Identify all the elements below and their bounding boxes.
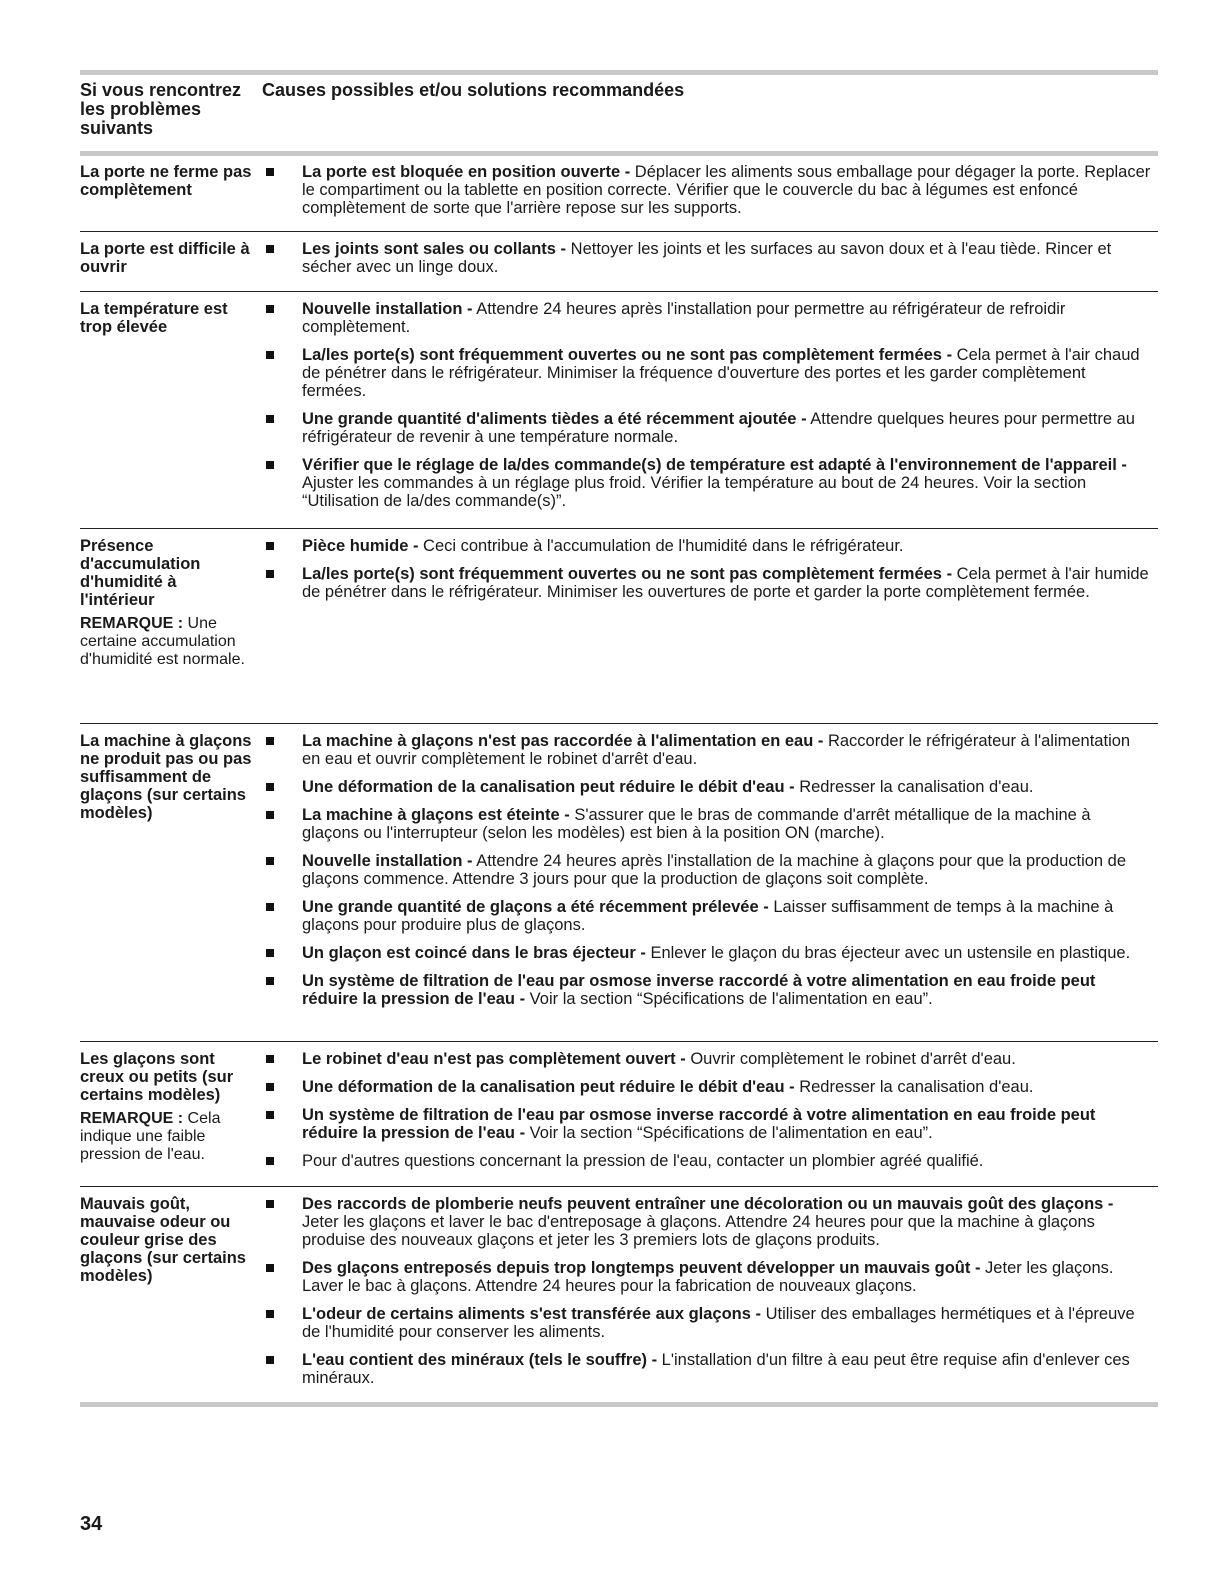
cause-item: [262, 240, 1152, 276]
causes-list: [262, 1050, 1152, 1180]
cause-item: [262, 456, 1152, 510]
problem-text: Présence d'accumulation d'humidité à l'intérieur: [80, 537, 201, 609]
cause-lead: Pièce humide -: [302, 537, 419, 555]
problem-label: [80, 240, 255, 276]
cause-lead: La machine à glaçons est éteinte -: [302, 806, 570, 824]
cause-lead: Une grande quantité d'aliments tièdes a été récemment ajoutée -: [302, 410, 807, 428]
problem-label: [80, 537, 255, 669]
cause-lead: Une déformation de la canalisation peut réduire le débit d'eau -: [302, 1078, 795, 1096]
problem-label: [80, 1195, 255, 1285]
causes-list: [262, 240, 1152, 286]
square-bullet-icon: [266, 1111, 274, 1119]
cause-lead: Nouvelle installation -: [302, 300, 473, 318]
header-rule: [80, 151, 1158, 156]
cause-lead: Une grande quantité de glaçons a été récemment prélevée -: [302, 898, 769, 916]
cause-lead: Vérifier que le réglage de la/des commande(s) de température est adapté à l'environnement de l'appareil -: [302, 456, 1127, 474]
cause-item: [262, 778, 1152, 796]
cause-lead: Nouvelle installation -: [302, 852, 473, 870]
cause-text: Cela permet à l'air humide de pénétrer dans le réfrigérateur. Minimiser les ouvertures de porte et garder la porte complètement fermée.: [302, 565, 1149, 601]
cause-item: [262, 410, 1152, 446]
cause-lead: La machine à glaçons n'est pas raccordée à l'alimentation en eau -: [302, 732, 824, 750]
cause-item: [262, 898, 1152, 934]
problem-note: [80, 615, 255, 669]
top-rule: [80, 70, 1158, 75]
note-label: REMARQUE :: [80, 1110, 184, 1127]
square-bullet-icon: [266, 351, 274, 359]
row-divider: [80, 723, 1158, 724]
page-number: 34: [80, 1513, 103, 1535]
cause-text: Voir la section “Spécifications de l'alimentation en eau”.: [525, 990, 933, 1008]
cause-text: Pour d'autres questions concernant la pression de l'eau, contacter un plombier agréé qualifié.: [302, 1152, 984, 1170]
row-divider: [80, 1041, 1158, 1042]
problem-text: La porte est difficile à ouvrir: [80, 240, 250, 276]
square-bullet-icon: [266, 542, 274, 550]
square-bullet-icon: [266, 857, 274, 865]
problem-text: La température est trop élevée: [80, 300, 228, 336]
cause-lead: Des glaçons entreposés depuis trop longtemps peuvent développer un mauvais goût -: [302, 1259, 981, 1277]
problem-text: Mauvais goût, mauvaise odeur ou couleur grise des glaçons (sur certains modèles): [80, 1195, 246, 1285]
problem-label: [80, 163, 255, 199]
cause-text: Ceci contribue à l'accumulation de l'humidité dans le réfrigérateur.: [418, 537, 904, 555]
cause-text: Attendre 24 heures après l'installation pour permettre au réfrigérateur de refroidir complètement.: [302, 300, 1066, 336]
cause-lead: Le robinet d'eau n'est pas complètement ouvert -: [302, 1050, 686, 1068]
cause-text: S'assurer que le bras de commande d'arrêt métallique de la machine à glaçons ou l'interrupteur (selon les modèles) est bien à la position ON (marche).: [302, 806, 1091, 842]
cause-text: Redresser la canalisation d'eau.: [794, 778, 1034, 796]
cause-item: [262, 1050, 1152, 1068]
cause-item: [262, 852, 1152, 888]
cause-lead: Un glaçon est coincé dans le bras éjecteur -: [302, 944, 646, 962]
cause-lead: La/les porte(s) sont fréquemment ouvertes ou ne sont pas complètement fermées -: [302, 565, 953, 583]
header-problems: Si vous rencontrez les problèmes suivants: [80, 80, 242, 138]
cause-item: [262, 537, 1152, 555]
problem-note: [80, 1110, 255, 1164]
cause-item: [262, 972, 1152, 1008]
problem-text: La porte ne ferme pas complètement: [80, 163, 252, 199]
cause-item: [262, 163, 1152, 217]
cause-lead: Les joints sont sales ou collants -: [302, 240, 567, 258]
cause-lead: Un système de filtration de l'eau par osmose inverse raccordé à votre alimentation en eau froide peut réduire la pression de l'eau -: [302, 1106, 1096, 1142]
cause-item: [262, 944, 1152, 962]
cause-text: Redresser la canalisation d'eau.: [794, 1078, 1034, 1096]
square-bullet-icon: [266, 1083, 274, 1091]
cause-item: [262, 300, 1152, 336]
square-bullet-icon: [266, 168, 274, 176]
cause-lead: L'eau contient des minéraux (tels le souffre) -: [302, 1351, 658, 1369]
square-bullet-icon: [266, 783, 274, 791]
causes-list: [262, 163, 1152, 227]
cause-text: Jeter les glaçons. Laver le bac à glaçons. Attendre 24 heures pour la fabrication de nouveaux glaçons.: [302, 1259, 1114, 1295]
cause-item: [262, 806, 1152, 842]
row-divider: [80, 291, 1158, 292]
note-text: Cela indique une faible pression de l'eau.: [80, 1110, 221, 1163]
note-label: REMARQUE :: [80, 615, 184, 632]
row-divider: [80, 231, 1158, 232]
cause-item: [262, 1106, 1152, 1142]
cause-text: Nettoyer les joints et les surfaces au savon doux et à l'eau tiède. Rincer et sécher avec un linge doux.: [302, 240, 1112, 276]
cause-item: [262, 1152, 1152, 1170]
cause-text: Ouvrir complètement le robinet d'arrêt d'eau.: [685, 1050, 1016, 1068]
cause-text: Enlever le glaçon du bras éjecteur avec un ustensile en plastique.: [645, 944, 1131, 962]
cause-text: Cela permet à l'air chaud de pénétrer dans le réfrigérateur. Minimiser la fréquence d'ouverture des portes et les garder complètement fermées.: [302, 346, 1140, 400]
cause-item: [262, 732, 1152, 768]
square-bullet-icon: [266, 977, 274, 985]
square-bullet-icon: [266, 305, 274, 313]
square-bullet-icon: [266, 1200, 274, 1208]
square-bullet-icon: [266, 1264, 274, 1272]
header-causes: Causes possibles et/ou solutions recommandées: [262, 80, 685, 100]
causes-list: [262, 732, 1152, 1018]
cause-item: [262, 1259, 1152, 1295]
square-bullet-icon: [266, 461, 274, 469]
cause-lead: La porte est bloquée en position ouverte -: [302, 163, 631, 181]
cause-item: [262, 565, 1152, 601]
square-bullet-icon: [266, 1356, 274, 1364]
cause-lead: La/les porte(s) sont fréquemment ouvertes ou ne sont pas complètement fermées -: [302, 346, 953, 364]
causes-list: [262, 1195, 1152, 1397]
cause-text: Jeter les glaçons et laver le bac d'entreposage à glaçons. Attendre 24 heures pour que la machine à glaçons produise des nouveaux glaçons et jeter les 3 premiers lots de glaçons produits.: [302, 1213, 1095, 1249]
square-bullet-icon: [266, 1157, 274, 1165]
bottom-rule: [80, 1402, 1158, 1407]
square-bullet-icon: [266, 949, 274, 957]
cause-text: L'installation d'un filtre à eau peut être requise afin d'enlever ces minéraux.: [302, 1351, 1130, 1387]
cause-text: Déplacer les aliments sous emballage pour dégager la porte. Replacer le compartiment ou la tablette en position correcte. Vérifier que le couvercle du bac à légumes est enfoncé complètement de sorte que l'arrière repose sur les supports.: [302, 163, 1151, 217]
cause-text: Voir la section “Spécifications de l'alimentation en eau”.: [525, 1124, 933, 1142]
causes-list: [262, 300, 1152, 520]
note-text: Une certaine accumulation d'humidité est normale.: [80, 615, 245, 668]
cause-text: Raccorder le réfrigérateur à l'alimentation en eau et ouvrir complètement le robinet d'arrêt d'eau.: [302, 732, 1131, 768]
cause-item: [262, 1351, 1152, 1387]
cause-text: Laisser suffisamment de temps à la machine à glaçons pour produire plus de glaçons.: [302, 898, 1114, 934]
square-bullet-icon: [266, 1055, 274, 1063]
problem-label: [80, 1050, 255, 1164]
square-bullet-icon: [266, 1310, 274, 1318]
cause-item: [262, 1305, 1152, 1341]
square-bullet-icon: [266, 811, 274, 819]
cause-text: Ajuster les commandes à un réglage plus froid. Vérifier la température au bout de 24 heures. Voir la section “Utilisation de la/des commande(s)”.: [302, 474, 1087, 510]
problem-text: Les glaçons sont creux ou petits (sur certains modèles): [80, 1050, 234, 1104]
problem-text: La machine à glaçons ne produit pas ou pas suffisamment de glaçons (sur certains modèles): [80, 732, 252, 822]
cause-lead: Un système de filtration de l'eau par osmose inverse raccordé à votre alimentation en eau froide peut réduire la pression de l'eau -: [302, 972, 1096, 1008]
cause-item: [262, 346, 1152, 400]
square-bullet-icon: [266, 903, 274, 911]
row-divider: [80, 528, 1158, 529]
row-divider: [80, 1186, 1158, 1187]
cause-item: [262, 1078, 1152, 1096]
problem-label: [80, 300, 255, 336]
cause-text: Attendre 24 heures après l'installation de la machine à glaçons pour que la production de glaçons commence. Attendre 3 jours pour que la production de glaçons soit complète.: [302, 852, 1127, 888]
problem-label: [80, 732, 255, 822]
cause-item: [262, 1195, 1152, 1249]
square-bullet-icon: [266, 737, 274, 745]
cause-lead: Des raccords de plomberie neufs peuvent entraîner une décoloration ou un mauvais goût des glaçons -: [302, 1195, 1114, 1213]
cause-text: Attendre quelques heures pour permettre au réfrigérateur de revenir à une température normale.: [302, 410, 1135, 446]
cause-text: Utiliser des emballages hermétiques et à l'épreuve de l'humidité pour conserver les aliments.: [302, 1305, 1135, 1341]
square-bullet-icon: [266, 245, 274, 253]
cause-lead: Une déformation de la canalisation peut réduire le débit d'eau -: [302, 778, 795, 796]
cause-lead: L'odeur de certains aliments s'est transférée aux glaçons -: [302, 1305, 762, 1323]
square-bullet-icon: [266, 570, 274, 578]
square-bullet-icon: [266, 415, 274, 423]
causes-list: [262, 537, 1152, 611]
